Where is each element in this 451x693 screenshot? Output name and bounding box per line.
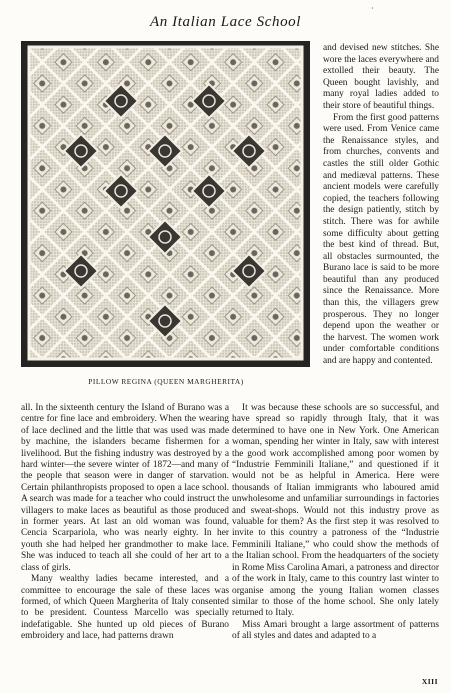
lace-pattern-image: [21, 41, 310, 367]
paragraph: Miss Amari brought a large assortment of patterns of all styles and dates and adapted to a: [232, 619, 439, 642]
paragraph: all. In the sixteenth century the Island of Burano was a centre for fine lace and embroidery. When the wearing of lace declined and the little that was used was made by machine, the islanders became fishermen for a livelihood. But the fishing industry was destroyed by a hard winter—the severe winter of 1872—and many of the people that season were in danger of starvation. Certain philanthropists proposed to open a lace school. A search was made for a teacher who could instruct the villagers to make laces as beautiful as those produced in former years. At last an old woman was found, Cencia Scarpariola, who was nearly eighty. In her youth she had helped her grandmother to make lace. She was induced to teach all she could of her art to a class of girls.: [21, 403, 229, 573]
text-column-right-top: [323, 43, 439, 368]
page-mark: ·: [371, 4, 374, 13]
paragraph: Many wealthy ladies became interested, and a committee to encourage the sale of these laces was formed, of which Queen Margherita of Italy consented to be president. Countess Marcello was specially indefatigable. She hunted up old pieces of Burano embroidery and lace, had patterns drawn: [21, 574, 229, 642]
text-column-right-bottom: [232, 403, 439, 643]
running-header: An Italian Lace School: [149, 14, 302, 30]
lace-pillow-photograph: [21, 41, 310, 367]
text-column-left: [21, 403, 229, 643]
paragraph: and devised new stitches. She wore the laces everywhere and extolled their beauty. The Queen bought lavishly, and many royal ladies added to their store of beautiful things.: [323, 43, 439, 111]
paragraph: It was because these schools are so successful, and have spread so rapidly through Italy, that it was determined to have one in New York. One American woman, spending her winter in Italy, saw with interest the good work accomplished among poor women by “Industrie Femminili Italiane,” and questioned if it would not be as helpful in America. Here were thousands of Italian immigrants who laboured amid unwholesome and unfamiliar surroundings in factories and sweat-shops. Would not this industry prove as valuable for them? As the first step it was resolved to invite to this country a patroness of the “Industrie Femminili Italiane,” who could show the methods of the Italian school. From the headquarters of the society in Rome Miss Carolina Amari, a patroness and director of the work in Italy, came to this country last winter to organise among the young Italian women classes similar to those of the home school. She only lately returned to Italy.: [232, 403, 439, 619]
figure-caption: PILLOW REGINA (QUEEN MARGHERITA): [88, 377, 244, 386]
page-number: XIII: [421, 677, 438, 686]
paragraph: From the first good patterns were used. From Venice came the Renaissance styles, and from churches, convents and castles the still older Gothic and mediæval patterns. These ancient models were carefully copied, the teachers following the design patiently, stitch by stitch. There was for awhile some difficulty about getting the best kind of thread. But, all obstacles surmounted, the Burano lace is said to be more beautiful than any produced since the Renaissance. More than this, the villagers grew prosperous. They no longer depend upon the weather or the harvest. The women work under comfortable conditions and are happy and contented.: [323, 112, 439, 367]
